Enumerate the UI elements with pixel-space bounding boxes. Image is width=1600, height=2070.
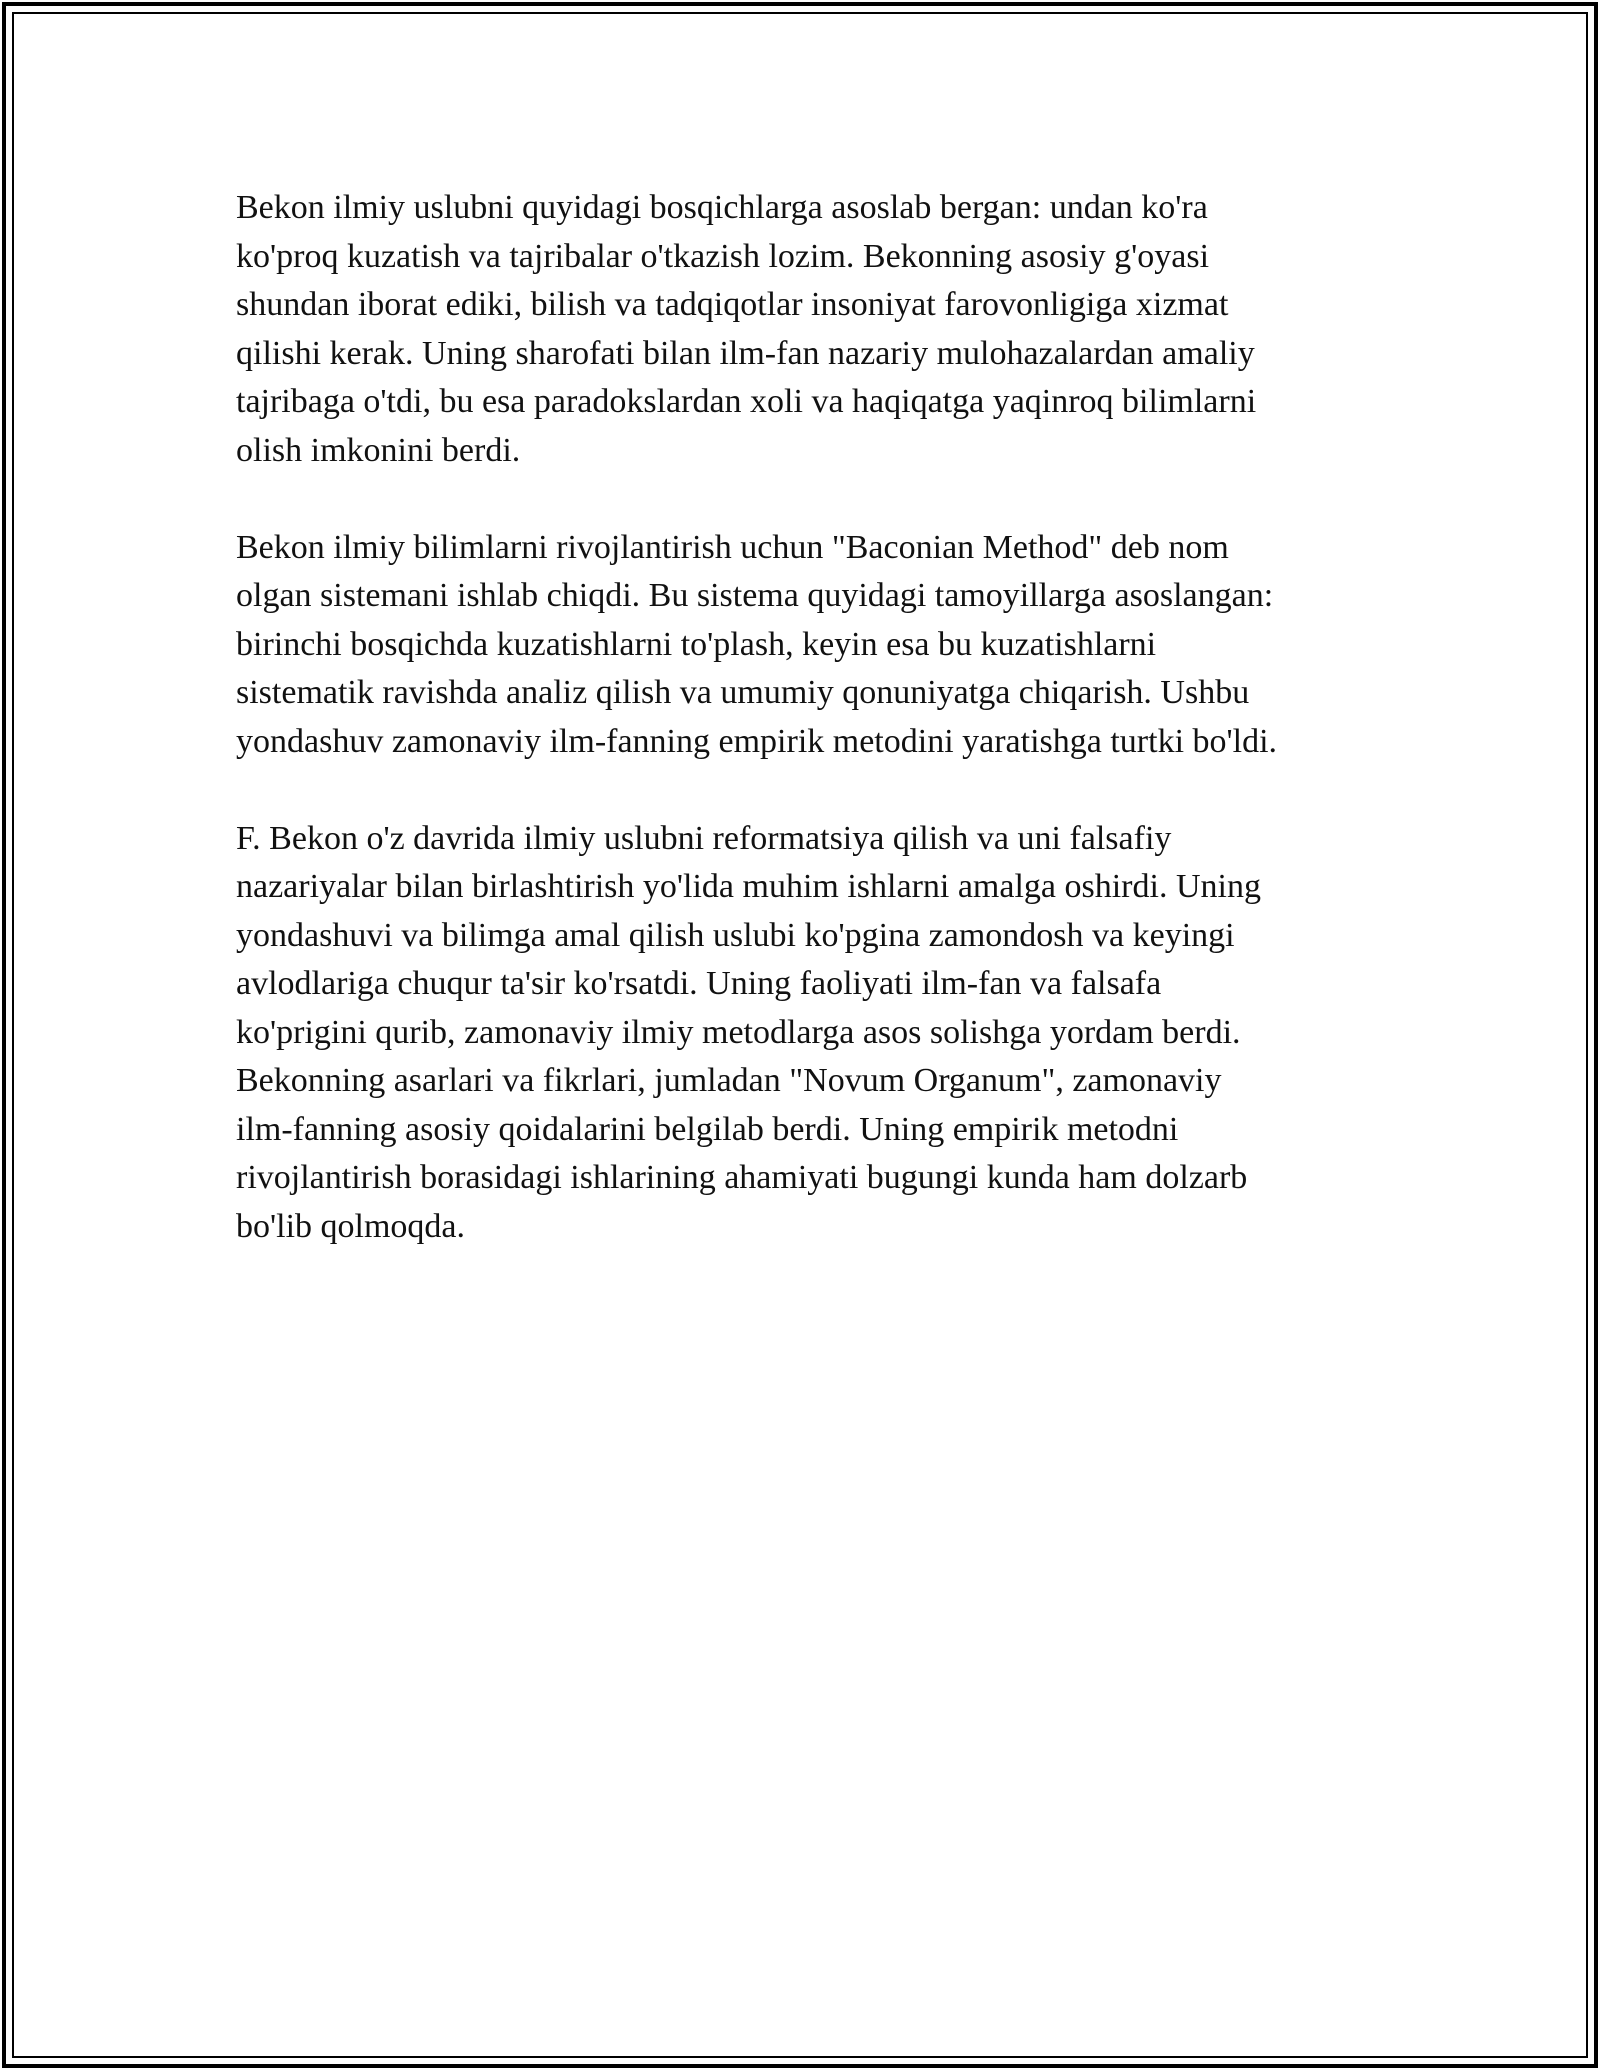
paragraph-2: Bekon ilmiy bilimlarni rivojlantirish uchun "Baconian Method" deb nom olgan sistemani ishlab chiqdi. Bu sistema quyidagi tamoyillarga asoslangan: birinchi bosqichda kuzatishlarni to'plash, keyin esa bu kuzatishlarni sistematik ravishda analiz qilish va umumiy qonuniyatga chiqarish. Ushbu yondashuv zamonaviy ilm-fanning empirik metodini yaratishga turtki bo'ldi.	[236, 528, 1278, 760]
paragraph-1: Bekon ilmiy uslubni quyidagi bosqichlarga asoslab bergan: undan ko'ra ko'proq kuzatish va tajribalar o'tkazish lozim. Bekonning asosiy g'oyasi shundan iborat ediki, bilish va tadqiqotlar insoniyat farovonligiga xizmat qilishi kerak. Uning sharofati bilan ilm-fan nazariy mulohazalardan amaliy tajribaga o'tdi, bu esa paradokslardan xoli va haqiqatga yaqinroq bilimlarni olish imkonini berdi.	[236, 189, 1257, 469]
paragraph-3: F. Bekon o'z davrida ilmiy uslubni reformatsiya qilish va uni falsafiy nazariyalar bilan birlashtirish yo'lida muhim ishlarni amalga oshirdi. Uning yondashuvi va bilimga amal qilish uslubi ko'pgina zamondosh va keyingi avlodlariga chuqur ta'sir ko'rsatdi. Uning faoliyati ilm-fan va falsafa ko'prigini qurib, zamonaviy ilmiy metodlarga asos solishga yordam berdi. Bekonning asarlari va fikrlari, jumladan "Novum Organum", zamonaviy ilm-fanning asosiy qoidalarini belgilab berdi. Uning empirik metodni rivojlantirish borasidagi ishlarining ahamiyati bugungi kunda ham dolzarb bo'lib qolmoqda.	[236, 819, 1261, 1245]
document-body	[236, 184, 1386, 1300]
